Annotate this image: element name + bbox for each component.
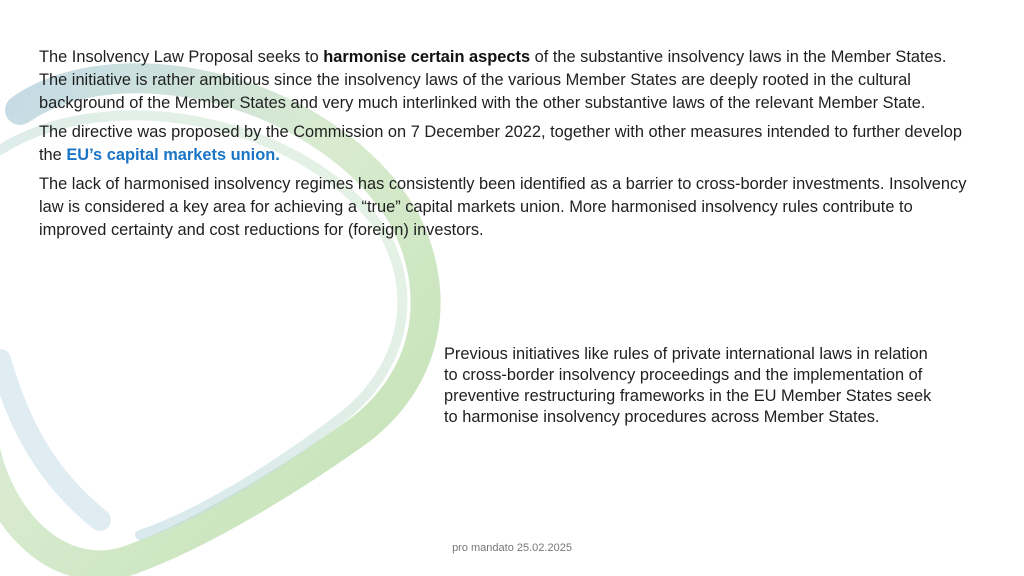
capital-markets-union-link[interactable]: EU’s capital markets union.	[66, 146, 280, 164]
main-text-block	[39, 46, 969, 248]
paragraph-harmonise: The Insolvency Law Proposal seeks to harmonise certain aspects of the substantive insolvency laws in the Member States. The initiative is rather ambitious since the insolvency laws of the various Member States are deeply rooted in the cultural background of the Member States and very much interlinked with the other substantive laws of the relevant Member State.	[39, 48, 947, 112]
emphasis-harmonise: harmonise certain aspects	[323, 48, 531, 66]
previous-initiatives-note: Previous initiatives like rules of private international laws in relation to cross-border insolvency proceedings and the implementation of preventive restructuring frameworks in the EU Member States seek to harmonise insolvency procedures across Member States.	[444, 345, 932, 426]
paragraph-directive: The directive was proposed by the Commission on 7 December 2022, together with other measures intended to further develop the EU’s capital markets union.	[39, 123, 962, 164]
paragraph-barrier: The lack of harmonised insolvency regimes has consistently been identified as a barrier to cross-border investments. Insolvency law is considered a key area for achieving a “true” capital markets union. More harmonised insolvency rules contribute to improved certainty and cost reductions for (foreign) investors.	[39, 175, 967, 239]
footer-date: pro mandato 25.02.2025	[452, 542, 572, 554]
